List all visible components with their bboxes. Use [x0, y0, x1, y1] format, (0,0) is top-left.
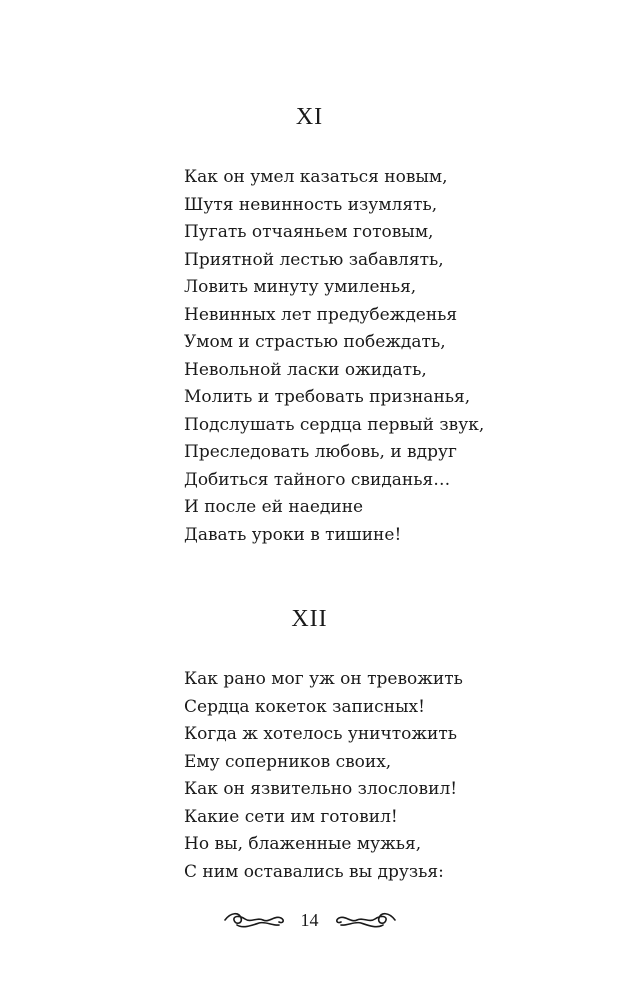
poem-line: Умом и страстью побеждать, — [184, 332, 446, 352]
stanza-number-xi: XI — [295, 104, 324, 130]
poem-line: Подслушать сердца первый звук, — [184, 414, 485, 435]
poem-line: Добиться тайного свиданья… — [184, 469, 451, 490]
poem-line: Приятной лестью забавлять, — [184, 249, 444, 270]
poem-line: Ловить минуту умиленья, — [184, 277, 417, 297]
poem-line: Пугать отчаяньем готовым, — [184, 222, 434, 242]
poem-line: Молить и требовать признанья, — [184, 387, 471, 407]
poem-line: Шутя невинность изумлять, — [184, 194, 438, 215]
page-footer — [0, 905, 619, 935]
poem-line: С ним оставались вы друзья: — [184, 861, 444, 882]
stanza-xii — [184, 666, 463, 886]
poem-line: Какие сети им готовил! — [184, 806, 398, 827]
poem-line: Как он язвительно злословил! — [184, 779, 458, 799]
poem-line: Невольной ласки ожидать, — [184, 359, 427, 380]
stanza-xi — [184, 164, 484, 549]
poem-line: Когда ж хотелось уничтожить — [184, 724, 458, 744]
poem-line: Невинных лет предубежденья — [184, 304, 458, 325]
poem-line: И после ей наедине — [184, 497, 364, 517]
stanza-number-xii: XII — [291, 606, 328, 632]
flourish-ornament-left-icon — [223, 909, 289, 931]
poem-line: Давать уроки в тишине! — [184, 524, 402, 545]
poem-line: Сердца кокеток записных! — [184, 696, 425, 717]
poem-line: Но вы, блаженные мужья, — [184, 834, 422, 854]
poem-line: Как он умел казаться новым, — [184, 167, 448, 187]
poem-line: Ему соперников своих, — [184, 751, 392, 772]
poem-line: Как рано мог уж он тревожить — [184, 669, 463, 689]
flourish-ornament-right-icon — [331, 909, 397, 931]
poem-line: Преследовать любовь, и вдруг — [184, 442, 457, 462]
page-number: 14 — [300, 909, 319, 930]
